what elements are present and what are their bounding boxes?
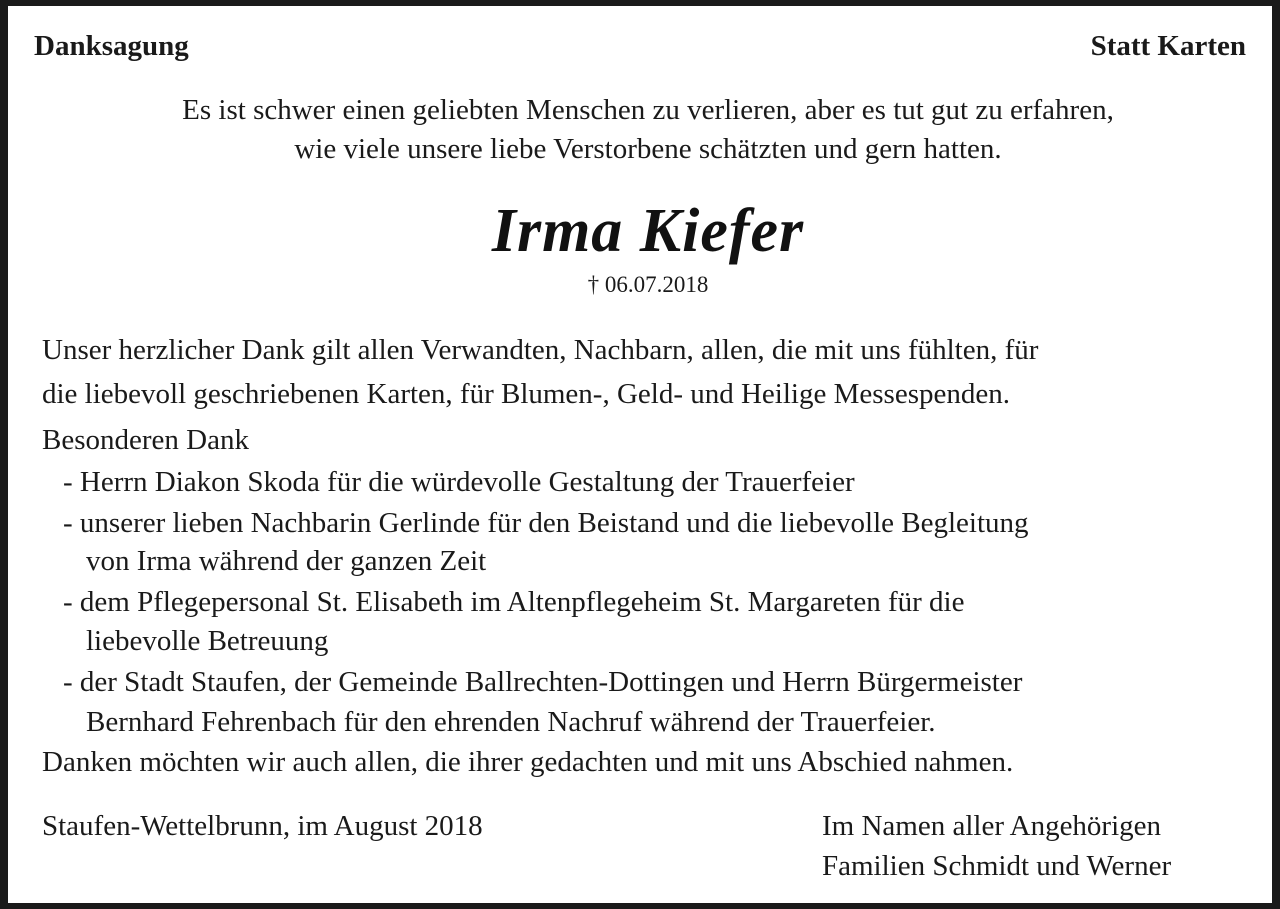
thanks-item-4: - der Stadt Staufen, der Gemeinde Ballrechten-Dottingen und Herrn Bürgermeister [63, 666, 1023, 698]
header-left: Danksagung [34, 30, 189, 62]
death-date: † 06.07.2018 [587, 272, 709, 297]
special-thanks-heading: Besonderen Dank [42, 424, 249, 456]
thanks-item-4-cont: Bernhard Fehrenbach für den ehrenden Nachruf während der Trauerfeier. [86, 706, 936, 738]
intro-line-2: wie viele unsere liebe Verstorbene schätzten und gern hatten. [294, 133, 1002, 165]
header-right: Statt Karten [1090, 30, 1246, 62]
intro-line-1: Es ist schwer einen geliebten Menschen zu verlieren, aber es tut gut zu erfahren, [182, 94, 1114, 126]
body-para1-line-2: die liebevoll geschriebenen Karten, für Blumen-, Geld- und Heilige Messespenden. [42, 378, 1010, 410]
thanks-item-3: - dem Pflegepersonal St. Elisabeth im Altenpflegeheim St. Margareten für die [63, 586, 965, 618]
thanks-item-2-cont: von Irma während der ganzen Zeit [86, 545, 487, 577]
thanks-item-2: - unserer lieben Nachbarin Gerlinde für den Beistand und die liebevolle Begleitung [63, 507, 1029, 539]
signature-line-2: Familien Schmidt und Werner [822, 850, 1172, 882]
signature-line-1: Im Namen aller Angehörigen [822, 810, 1162, 842]
deceased-name: Irma Kiefer [491, 197, 805, 265]
closing-line: Danken möchten wir auch allen, die ihrer gedachten und mit uns Abschied nahmen. [42, 746, 1014, 778]
body-para1-line-1: Unser herzlicher Dank gilt allen Verwandten, Nachbarn, allen, die mit uns fühlten, für [42, 334, 1039, 366]
place-date: Staufen-Wettelbrunn, im August 2018 [42, 810, 483, 842]
thanks-item-3-cont: liebevolle Betreuung [86, 625, 329, 657]
thanks-item-1: - Herrn Diakon Skoda für die würdevolle Gestaltung der Trauerfeier [63, 466, 855, 498]
